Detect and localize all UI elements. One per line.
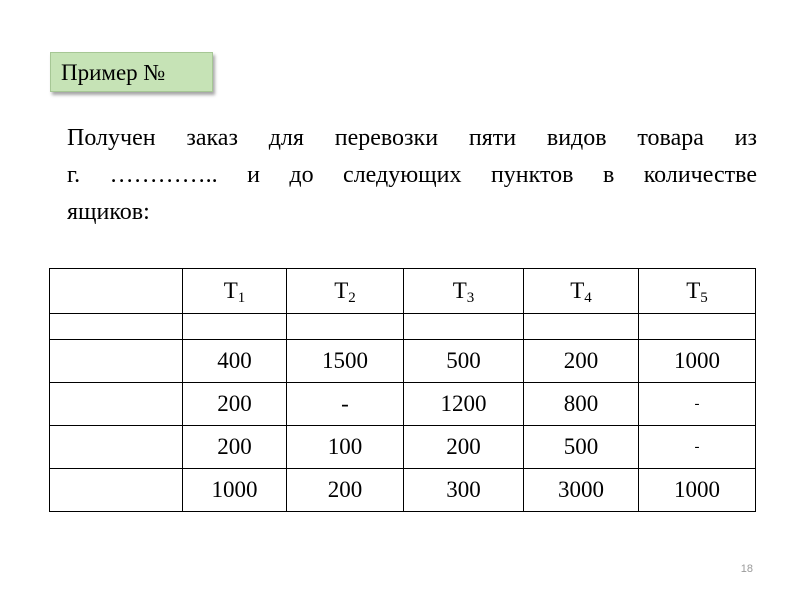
table-cell — [524, 314, 639, 340]
table-corner-cell — [50, 269, 183, 314]
table-cell: 1000 — [183, 469, 287, 512]
shipment-table — [49, 268, 756, 512]
table-cell: 3000 — [524, 469, 639, 512]
table-cell: 500 — [404, 340, 524, 383]
table-cell: 1000 — [639, 469, 756, 512]
table-cell — [639, 314, 756, 340]
table-cell: - — [287, 383, 404, 426]
intro-line-3: ящиков: — [67, 199, 150, 225]
table-cell: 200 — [287, 469, 404, 512]
table-cell: 1000 — [639, 340, 756, 383]
row-label-cell — [50, 383, 183, 426]
table-row — [50, 469, 756, 512]
column-header-t5: $T_5$ — [639, 269, 756, 314]
example-badge-label: Пример № — [61, 60, 166, 85]
table-cell — [183, 314, 287, 340]
intro-line-1: Получен заказ для перевозки пяти видов товара из — [67, 125, 757, 151]
table-cell — [287, 314, 404, 340]
page-number: 18 — [740, 563, 753, 575]
table-cell — [404, 314, 524, 340]
table-cell: 1500 — [287, 340, 404, 383]
table-cell: 100 — [287, 426, 404, 469]
row-label-cell — [50, 426, 183, 469]
row-label-cell — [50, 469, 183, 512]
example-badge — [50, 52, 213, 92]
table-cell — [50, 314, 183, 340]
row-label-cell — [50, 340, 183, 383]
table-blank-row — [50, 314, 756, 340]
table-row — [50, 340, 756, 383]
column-header-t4: $T_4$ — [524, 269, 639, 314]
intro-paragraph — [67, 120, 757, 231]
table-cell: 300 — [404, 469, 524, 512]
table-row — [50, 426, 756, 469]
column-header-t3: $T_3$ — [404, 269, 524, 314]
table-cell: - — [639, 383, 756, 426]
intro-line-2: г. ………….. и до следующих пунктов в количестве — [67, 162, 757, 188]
table-cell: 200 — [524, 340, 639, 383]
table-cell: 800 — [524, 383, 639, 426]
table-cell: 500 — [524, 426, 639, 469]
table-row — [50, 383, 756, 426]
table-cell: 400 — [183, 340, 287, 383]
table-header-row — [50, 269, 756, 314]
table-cell: - — [639, 426, 756, 469]
table-cell: 200 — [183, 383, 287, 426]
table-cell: 1200 — [404, 383, 524, 426]
table-cell: 200 — [183, 426, 287, 469]
column-header-t2: $T_2$ — [287, 269, 404, 314]
column-header-t1: $T_1$ — [183, 269, 287, 314]
table-cell: 200 — [404, 426, 524, 469]
